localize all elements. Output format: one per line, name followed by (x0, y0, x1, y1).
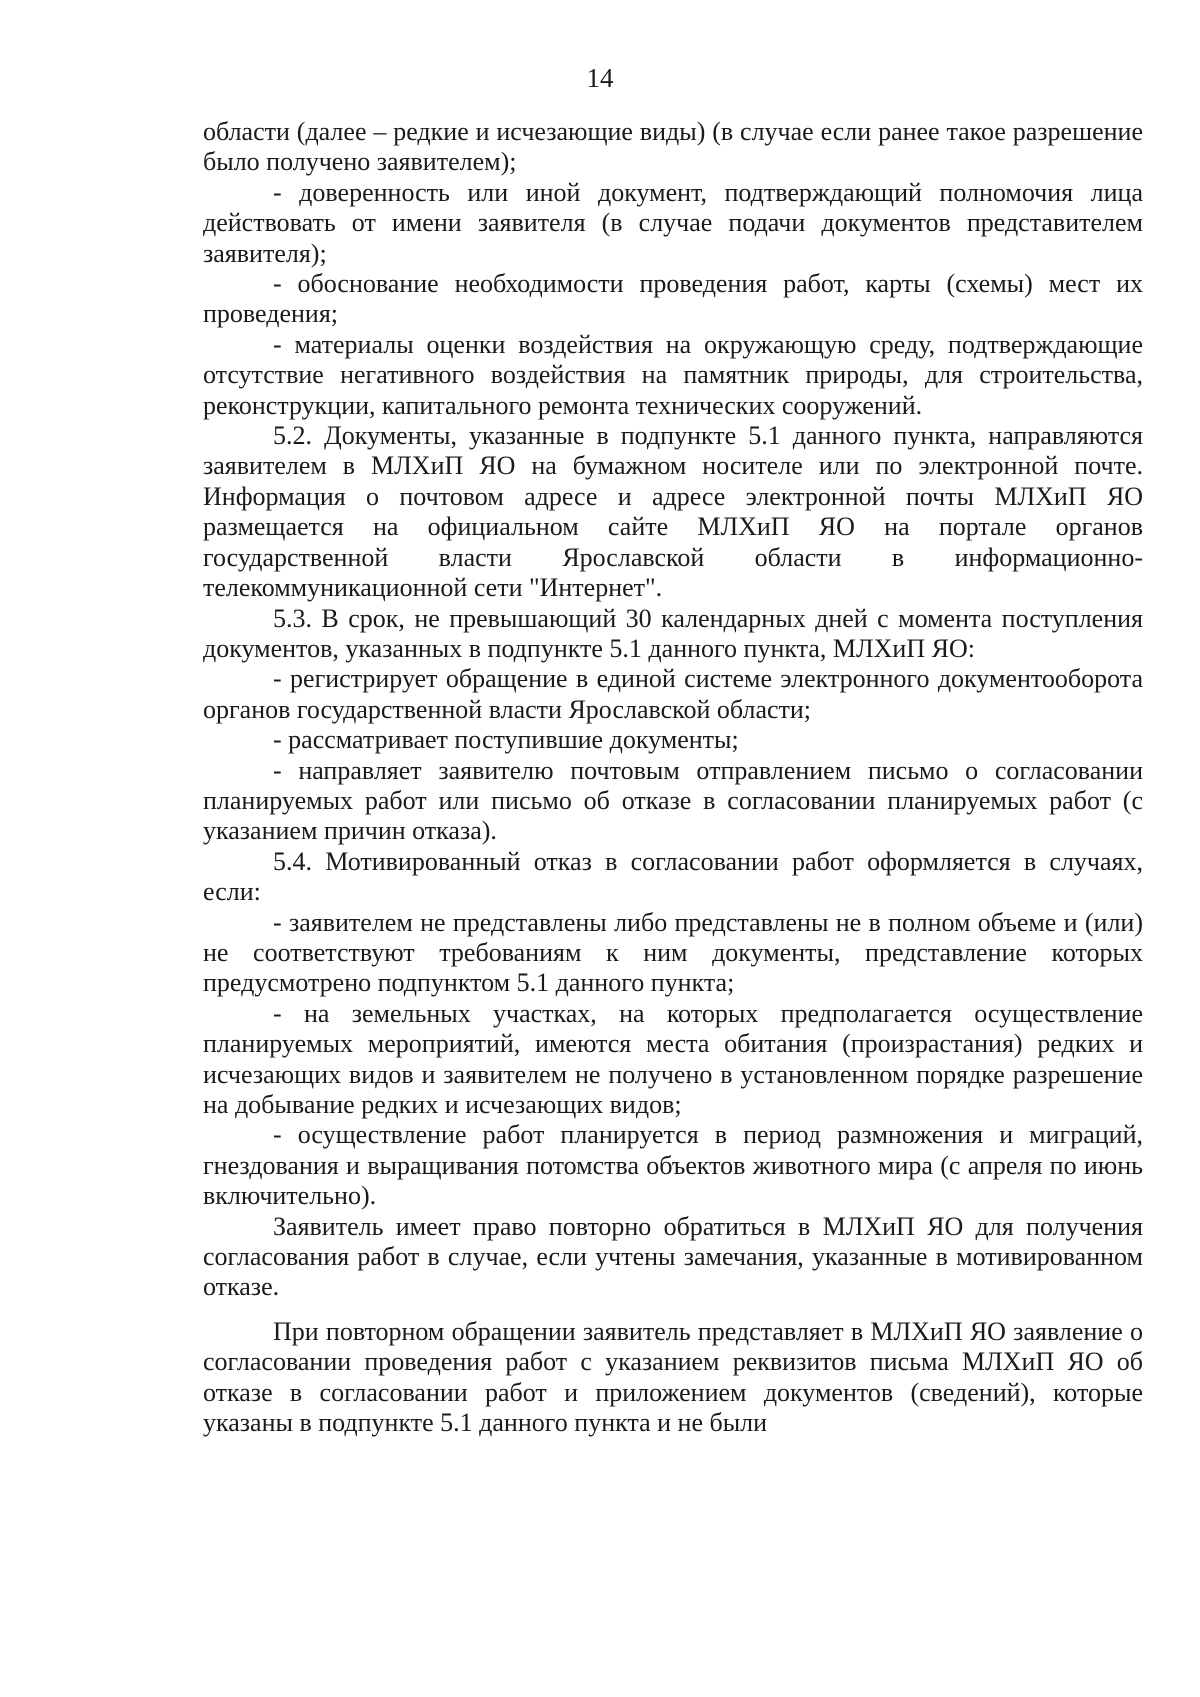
paragraph-refusal-habitats: - на земельных участках, на которых предполагается осуществление планируемых мероприятий, имеются места обитания (произрастания) редких и исчезающих видов и заявителем не получено в установленном порядке разрешение на добывание редких и исчезающих видов; (203, 998, 1143, 1119)
paragraph-registers: - регистрирует обращение в единой системе электронного документооборота органов государственной власти Ярославской области; (203, 664, 1143, 724)
paragraph-continuation: области (далее – редкие и исчезающие виды) (в случае если ранее такое разрешение было получено заявителем); (203, 117, 1143, 177)
paragraph-repeat-application: При повторном обращении заявитель представляет в МЛХиП ЯО заявление о согласовании проведения работ с указанием реквизитов письма МЛХиП ЯО об отказе в согласовании работ и приложением документов (сведений), которые указаны в подпункте 5.1 данного пункта и не были (203, 1316, 1143, 1438)
paragraph-impact-assessment: - материалы оценки воздействия на окружающую среду, подтверждающие отсутствие негативного воздействия на памятник природы, для строительства, реконструкции, капитального ремонта технических сооружений. (203, 329, 1143, 420)
paragraph-refusal-breeding-period: - осуществление работ планируется в период размножения и миграций, гнездования и выращивания потомства объектов животного мира (с апреля по июнь включительно). (203, 1120, 1143, 1211)
paragraph-reapply-right: Заявитель имеет право повторно обратиться в МЛХиП ЯО для получения согласования работ в случае, если учтены замечания, указанные в мотивированном отказе. (203, 1211, 1143, 1302)
paragraph-refusal-documents: - заявителем не представлены либо представлены не в полном объеме и (или) не соответствуют требованиям к ним документы, представление которых предусмотрено подпунктом 5.1 данного пункта; (203, 907, 1143, 998)
paragraph-reviews: - рассматривает поступившие документы; (273, 725, 739, 755)
paragraph-5-2: 5.2. Документы, указанные в подпункте 5.1 данного пункта, направляются заявителем в МЛХиП ЯО на бумажном носителе или по электронной почте. Информация о почтовом адресе и адресе электронной почты МЛХиП ЯО размещается на официальном сайте МЛХиП ЯО на портале органов государственной власти Ярославской области в информационно-телекоммуникационной сети "Интернет". (203, 421, 1143, 603)
paragraph-power-of-attorney: - доверенность или иной документ, подтверждающий полномочия лица действовать от имени заявителя (в случае подачи документов представителем заявителя); (203, 177, 1143, 268)
paragraph-5-4: 5.4. Мотивированный отказ в согласовании работ оформляется в случаях, если: (203, 846, 1143, 907)
page-number: 14 (586, 63, 614, 93)
paragraph-justification: - обоснование необходимости проведения работ, карты (схемы) мест их проведения; (203, 269, 1143, 329)
paragraph-5-3: 5.3. В срок, не превышающий 30 календарных дней с момента поступления документов, указанных в подпункте 5.1 данного пункта, МЛХиП ЯО: (203, 603, 1143, 663)
document-body (203, 117, 1143, 1438)
paragraph-sends-letter: - направляет заявителю почтовым отправлением письмо о согласовании планируемых работ или письмо об отказе в согласовании планируемых работ (с указанием причин отказа). (203, 755, 1143, 846)
